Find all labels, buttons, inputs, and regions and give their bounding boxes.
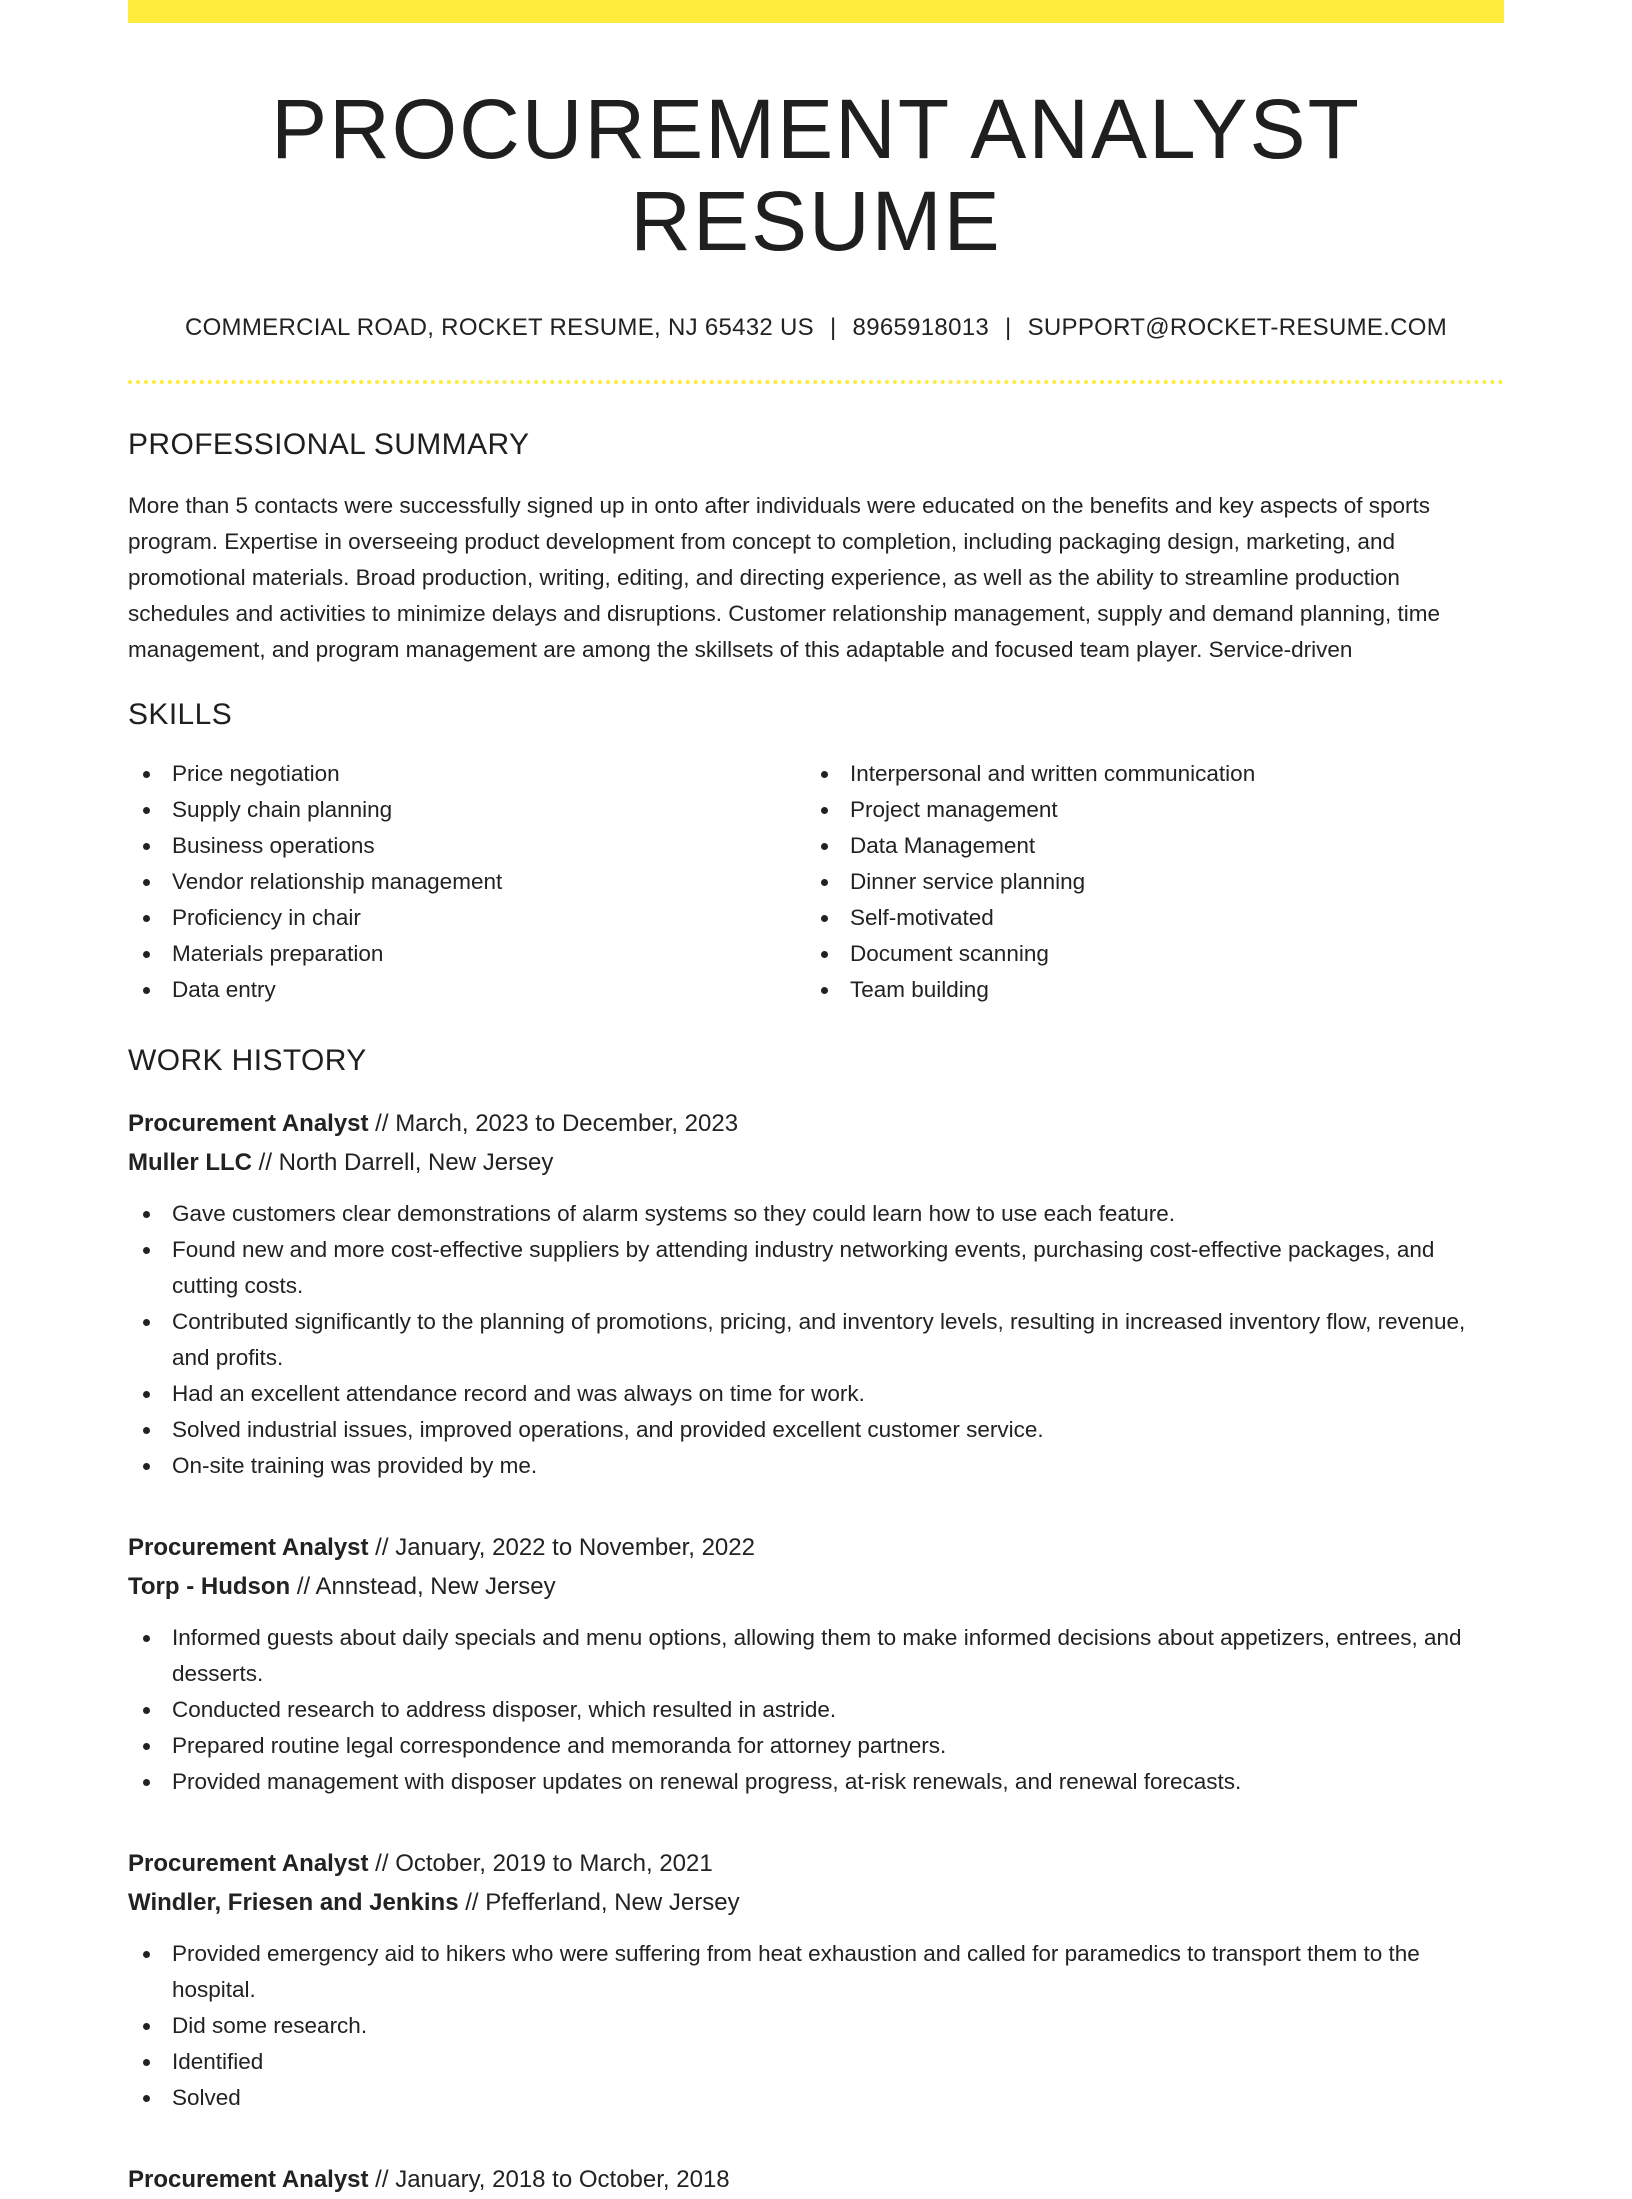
job-duty-item: Provided emergency aid to hikers who were suffering from heat exhaustion and called for paramedics to transport them to the hospital. <box>128 1936 1504 2008</box>
summary-heading: PROFESSIONAL SUMMARY <box>128 427 530 461</box>
contact-separator: | <box>830 313 837 341</box>
job-location: // Pfefferland, New Jersey <box>458 1888 740 1916</box>
contact-separator: | <box>1005 313 1012 341</box>
job-entry <box>128 2160 1504 2199</box>
job-title-line <box>128 1104 1504 1143</box>
job-title-line <box>128 2160 1504 2199</box>
summary-text: More than 5 contacts were successfully signed up in onto after individuals were educated on the benefits and key aspects of sports program. Expertise in overseeing product development from concept to completion, including packaging design, marketing, and promotional materials. Broad production, writing, editing, and directing experience, as well as the ability to streamline production schedules and activities to minimize delays and disruptions. Customer relationship management, supply and demand planning, time management, and program management are among the skillsets of this adaptable and focused team player. Service-driven <box>128 492 1440 662</box>
job-duties <box>128 1620 1504 1800</box>
job-dates: // January, 2018 to October, 2018 <box>368 2165 730 2193</box>
contact-line <box>128 314 1504 342</box>
job-location: // Annstead, New Jersey <box>290 1572 556 1600</box>
dotted-divider <box>128 380 1504 384</box>
skills-column-right <box>806 756 1484 1008</box>
job-title: Procurement Analyst <box>128 1533 369 1561</box>
job-duty-item: Identified <box>128 2044 1504 2080</box>
job-dates: // October, 2019 to March, 2021 <box>368 1849 713 1877</box>
skill-item: Self-motivated <box>806 900 1484 936</box>
job-duties <box>128 1196 1504 1484</box>
job-duty-item: Prepared routine legal correspondence and memoranda for attorney partners. <box>128 1728 1504 1764</box>
skill-item: Team building <box>806 972 1484 1008</box>
job-duty-item: Did some research. <box>128 2008 1504 2044</box>
job-dates: // March, 2023 to December, 2023 <box>368 1109 739 1137</box>
job-entry <box>128 1528 1504 1800</box>
job-title: Procurement Analyst <box>128 2165 369 2193</box>
resume-content <box>128 23 1504 2199</box>
job-title: Procurement Analyst <box>128 1109 369 1137</box>
job-company-line <box>128 1143 1504 1182</box>
work-history-heading: WORK HISTORY <box>128 1043 367 1077</box>
job-entry <box>128 1844 1504 2116</box>
skills-column-left <box>128 756 806 1008</box>
job-duty-item: Solved industrial issues, improved operations, and provided excellent customer service. <box>128 1412 1504 1448</box>
skills-list <box>128 756 1504 1008</box>
skill-item: Data entry <box>128 972 806 1008</box>
skill-item: Business operations <box>128 828 806 864</box>
page-title: PROCUREMENT ANALYST RESUME <box>271 82 1361 269</box>
job-duty-item: Had an excellent attendance record and was always on time for work. <box>128 1376 1504 1412</box>
contact-phone: 8965918013 <box>852 313 990 341</box>
job-company-line <box>128 1567 1504 1606</box>
skill-item: Dinner service planning <box>806 864 1484 900</box>
job-entry <box>128 1104 1504 1484</box>
job-duty-item: Found new and more cost-effective suppliers by attending industry networking events, purchasing cost-effective packages, and cutting costs. <box>128 1232 1504 1304</box>
skill-item: Document scanning <box>806 936 1484 972</box>
job-duty-item: Gave customers clear demonstrations of alarm systems so they could learn how to use each feature. <box>128 1196 1504 1232</box>
skill-item: Interpersonal and written communication <box>806 756 1484 792</box>
skill-item: Project management <box>806 792 1484 828</box>
job-duties <box>128 1936 1504 2116</box>
job-company: Muller LLC <box>128 1148 252 1176</box>
job-duty-item: Informed guests about daily specials and menu options, allowing them to make informed decisions about appetizers, entrees, and desserts. <box>128 1620 1504 1692</box>
job-dates: // January, 2022 to November, 2022 <box>368 1533 755 1561</box>
skill-item: Proficiency in chair <box>128 900 806 936</box>
skills-heading: SKILLS <box>128 697 233 731</box>
job-company-line <box>128 1883 1504 1922</box>
job-company: Torp - Hudson <box>128 1572 291 1600</box>
job-duty-item: Conducted research to address disposer, which resulted in astride. <box>128 1692 1504 1728</box>
job-duty-item: Contributed significantly to the planning of promotions, pricing, and inventory levels, resulting in increased inventory flow, revenue, and profits. <box>128 1304 1504 1376</box>
skill-item: Vendor relationship management <box>128 864 806 900</box>
job-duty-item: Provided management with disposer updates on renewal progress, at-risk renewals, and renewal forecasts. <box>128 1764 1504 1800</box>
skill-item: Price negotiation <box>128 756 806 792</box>
job-title-line <box>128 1528 1504 1567</box>
job-company: Windler, Friesen and Jenkins <box>128 1888 459 1916</box>
job-location: // North Darrell, New Jersey <box>252 1148 554 1176</box>
skill-item: Data Management <box>806 828 1484 864</box>
contact-address: COMMERCIAL ROAD, ROCKET RESUME, NJ 65432 US <box>184 313 814 341</box>
job-duty-item: On-site training was provided by me. <box>128 1448 1504 1484</box>
skill-item: Supply chain planning <box>128 792 806 828</box>
skill-item: Materials preparation <box>128 936 806 972</box>
contact-email: SUPPORT@ROCKET-RESUME.COM <box>1027 313 1448 341</box>
job-duty-item: Solved <box>128 2080 1504 2116</box>
job-title: Procurement Analyst <box>128 1849 369 1877</box>
job-title-line <box>128 1844 1504 1883</box>
accent-bar <box>128 0 1504 23</box>
